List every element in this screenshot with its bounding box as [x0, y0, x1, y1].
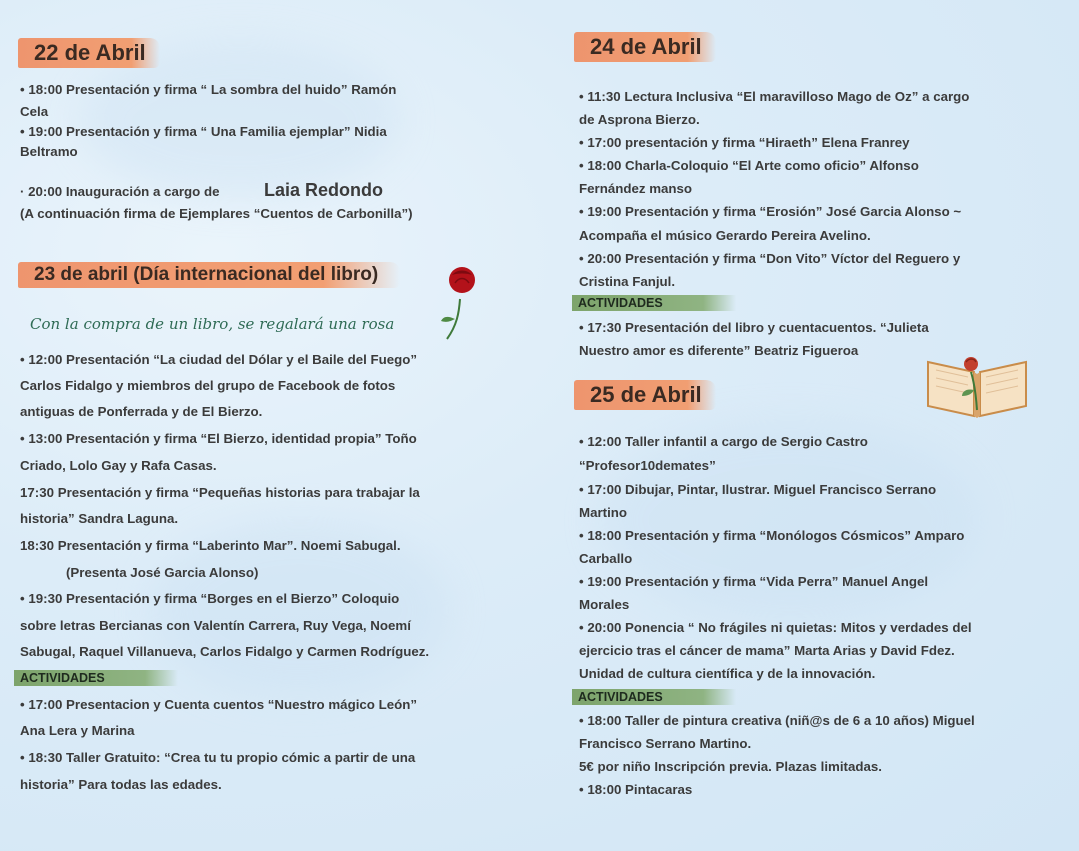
event-line: • 11:30 Lectura Inclusiva “El maravilloso Mago de Oz” a cargo — [579, 89, 970, 104]
activity-line: Nuestro amor es diferente” Beatriz Figueroa — [579, 343, 859, 358]
event-line: • 18:00 Charla-Coloquio “El Arte como oficio” Alfonso — [579, 158, 919, 173]
event-line: • 20:00 Ponencia “ No frágiles ni quietas: Mitos y verdades del — [579, 620, 972, 635]
event-line: • 20:00 Presentación y firma “Don Vito” Víctor del Reguero y — [579, 251, 961, 266]
event-line: Carlos Fidalgo y miembros del grupo de Facebook de fotos — [20, 378, 396, 393]
event-line: ejercicio tras el cáncer de mama” Marta Arias y David Fdez. — [579, 643, 955, 658]
event-line: • 19:00 Presentación y firma “ Una Familia ejemplar” Nidia — [20, 124, 387, 139]
rose-promo-text: Con la compra de un libro, se regalará una rosa — [30, 315, 395, 333]
event-line: • 17:00 Dibujar, Pintar, Ilustrar. Miguel Francisco Serrano — [579, 482, 937, 497]
event-line: “Profesor10demates” — [579, 458, 716, 473]
rose-icon — [437, 263, 483, 343]
event-line: • 19:30 Presentación y firma “Borges en el Bierzo” Coloquio — [20, 591, 400, 606]
event-line: • 13:00 Presentación y firma “El Bierzo, identidad propia” Toño — [20, 431, 417, 446]
activity-line: • 18:00 Pintacaras — [579, 782, 693, 797]
event-line: Morales — [579, 597, 630, 612]
event-line: • 12:00 Presentación “La ciudad del Dólar y el Baile del Fuego” — [20, 352, 418, 367]
event-line: · 20:00 Inauguración a cargo de — [20, 184, 220, 199]
event-line: Fernández manso — [579, 181, 693, 196]
event-line: Criado, Lolo Gay y Rafa Casas. — [20, 458, 217, 473]
activity-line: Ana Lera y Marina — [20, 723, 135, 738]
activities-label: ACTIVIDADES — [14, 670, 178, 686]
event-line: Sabugal, Raquel Villanueva, Carlos Fidalgo y Carmen Rodríguez. — [20, 644, 430, 659]
activity-line: • 18:30 Taller Gratuito: “Crea tu tu propio cómic a partir de una — [20, 750, 416, 765]
event-line: antiguas de Ponferrada y de El Bierzo. — [20, 404, 263, 419]
event-line: 18:30 Presentación y firma “Laberinto Mar”. Noemi Sabugal. — [20, 538, 401, 553]
event-line: historia” Sandra Laguna. — [20, 511, 179, 526]
day-22-heading: 22 de Abril — [18, 38, 160, 68]
event-line: • 17:00 presentación y firma “Hiraeth” Elena Franrey — [579, 135, 910, 150]
event-line: • 18:00 Presentación y firma “Monólogos Cósmicos” Amparo — [579, 528, 965, 543]
day-25-heading: 25 de Abril — [574, 380, 716, 410]
guest-name: Laia Redondo — [264, 180, 384, 200]
event-line: Carballo — [579, 551, 633, 566]
event-line: • 12:00 Taller infantil a cargo de Sergio Castro — [579, 434, 868, 449]
day-23-heading: 23 de abril (Día internacional del libro) — [18, 262, 400, 288]
open-book-icon — [922, 350, 1032, 422]
activities-label: ACTIVIDADES — [572, 689, 736, 705]
event-line: Martino — [579, 505, 628, 520]
activity-line: historia” Para todas las edades. — [20, 777, 222, 792]
event-line: sobre letras Bercianas con Valentín Carrera, Ruy Vega, Noemí — [20, 618, 411, 633]
activity-line: Francisco Serrano Martino. — [579, 736, 752, 751]
event-line: Cristina Fanjul. — [579, 274, 676, 289]
day-24-heading: 24 de Abril — [574, 32, 716, 62]
event-line: • 19:00 Presentación y firma “Vida Perra” Manuel Angel — [579, 574, 929, 589]
activity-line: • 18:00 Taller de pintura creativa (niñ@s de 6 a 10 años) Miguel — [579, 713, 975, 728]
event-line: (Presenta José Garcia Alonso) — [66, 565, 259, 580]
background-wash — [600, 420, 980, 620]
event-line: Acompaña el músico Gerardo Pereira Avelino. — [579, 228, 871, 243]
event-line: (A continuación firma de Ejemplares “Cuentos de Carbonilla”) — [20, 206, 413, 221]
event-line: Beltramo — [20, 144, 78, 159]
activity-line: 5€ por niño Inscripción previa. Plazas limitadas. — [579, 759, 882, 774]
activity-line: • 17:00 Presentacion y Cuenta cuentos “Nuestro mágico León” — [20, 697, 418, 712]
event-line: de Asprona Bierzo. — [579, 112, 700, 127]
activities-label: ACTIVIDADES — [572, 295, 736, 311]
event-line: • 19:00 Presentación y firma “Erosión” José Garcia Alonso ~ — [579, 204, 962, 219]
activity-line: • 17:30 Presentación del libro y cuentacuentos. “Julieta — [579, 320, 929, 335]
event-line: Cela — [20, 104, 49, 119]
event-line: Unidad de cultura científica y de la innovación. — [579, 666, 876, 681]
event-line: • 18:00 Presentación y firma “ La sombra del huido” Ramón — [20, 82, 397, 97]
event-line: 17:30 Presentación y firma “Pequeñas historias para trabajar la — [20, 485, 420, 500]
